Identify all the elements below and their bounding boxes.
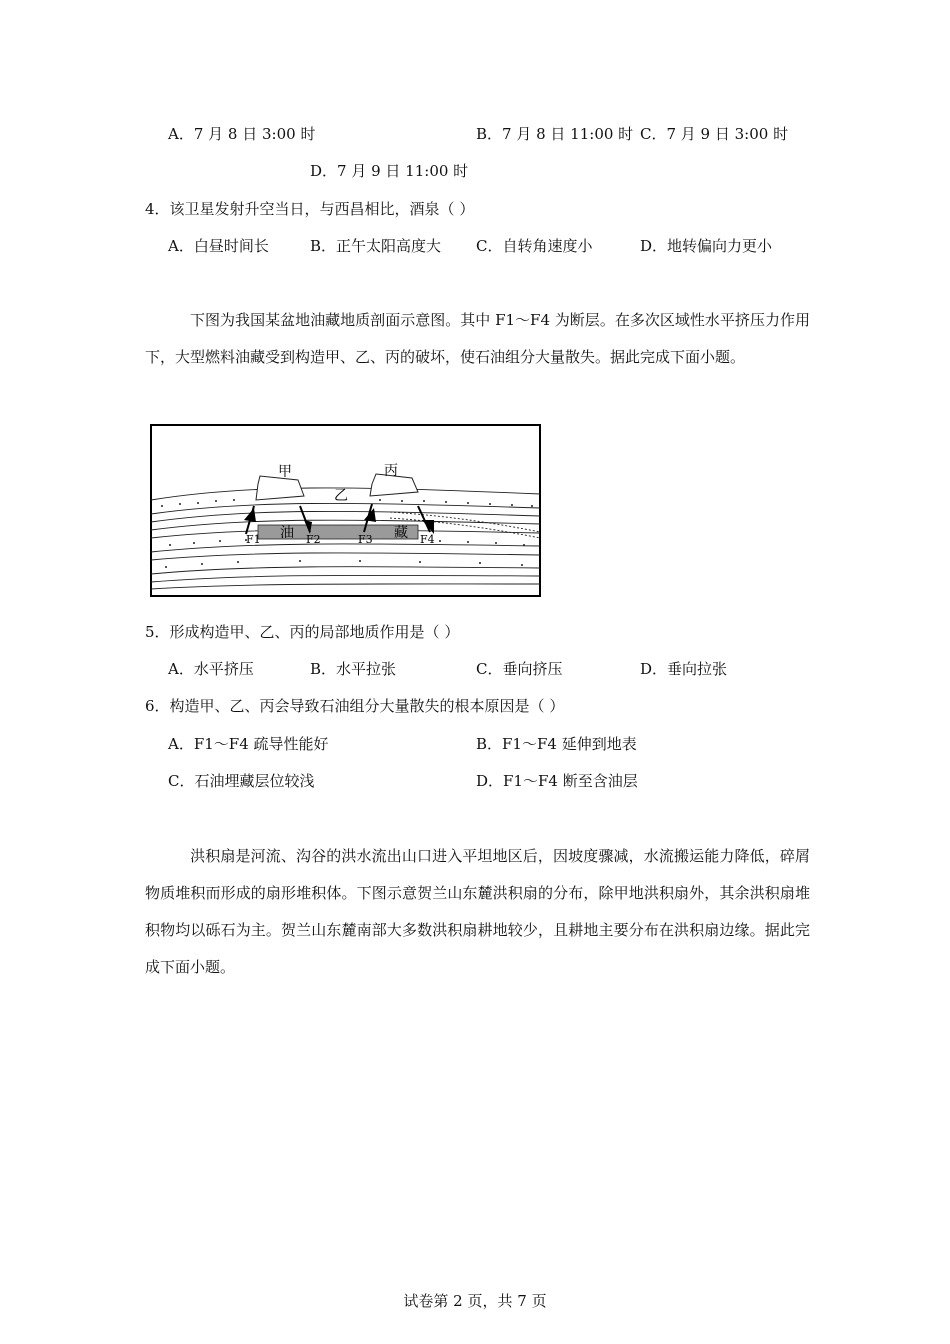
passage-oil-basin-text: 下图为我国某盆地油藏地质剖面示意图。其中 F1～F4 为断层。在多次区域性水平挤压力作用下，大型燃料油藏受到构造甲、乙、丙的破坏，使石油组分大量散失。据此完成下面小题。: [145, 311, 810, 366]
q3-option-a: A．7 月 8 日 3:00 时: [168, 125, 316, 143]
q3-option-d: D．7 月 9 日 11:00 时: [310, 162, 469, 180]
label-yi: 乙: [334, 488, 348, 504]
label-bing: 丙: [384, 463, 398, 479]
geologic-section-figure: [150, 424, 542, 597]
q5-option-a: A．水平挤压: [168, 660, 254, 678]
label-f2: F2: [306, 533, 321, 546]
label-f1: F1: [246, 533, 261, 546]
q4-option-c: C．自转角速度小: [476, 237, 593, 255]
passage-alluvial-fan-text: 洪积扇是河流、沟谷的洪水流出山口进入平坦地区后，因坡度骤减，水流搬运能力降低，碎屑物质堆积而形成的扇形堆积体。下图示意贺兰山东麓洪积扇的分布，除甲地洪积扇外，其余洪积扇堆积物均以砾石为主。贺兰山东麓南部大多数洪积扇耕地较少，且耕地主要分布在洪积扇边缘。据此完成下面小题。: [145, 847, 810, 976]
passage-alluvial-fan: [145, 838, 810, 986]
label-cang: 藏: [394, 525, 408, 541]
q6-option-b: B．F1～F4 延伸到地表: [476, 735, 637, 753]
q4-option-b: B．正午太阳高度大: [310, 237, 442, 255]
passage-oil-basin: [145, 302, 810, 376]
q3-option-b: B．7 月 8 日 11:00 时: [476, 125, 634, 143]
q4-option-d: D．地转偏向力更小: [640, 237, 773, 255]
q5-option-c: C．垂向挤压: [476, 660, 563, 678]
page-footer: 试卷第 2 页，共 7 页: [403, 1292, 547, 1310]
q3-option-c: C．7 月 9 日 3:00 时: [640, 125, 789, 143]
q5-option-b: B．水平拉张: [310, 660, 397, 678]
q5-option-d: D．垂向拉张: [640, 660, 728, 678]
label-jia: 甲: [278, 464, 292, 480]
q6-option-a: A．F1～F4 疏导性能好: [168, 735, 329, 753]
label-f4: F4: [420, 533, 435, 546]
label-f3: F3: [358, 533, 373, 546]
q4-stem: 4．该卫星发射升空当日，与西昌相比，酒泉（ ）: [145, 200, 475, 218]
q4-option-a: A．白昼时间长: [168, 237, 269, 255]
q6-stem: 6．构造甲、乙、丙会导致石油组分大量散失的根本原因是（ ）: [145, 697, 565, 715]
label-you: 油: [280, 525, 294, 541]
q6-option-c: C．石油埋藏层位较浅: [168, 772, 315, 790]
q6-option-d: D．F1～F4 断至含油层: [476, 772, 638, 790]
q5-stem: 5．形成构造甲、乙、丙的局部地质作用是（ ）: [145, 623, 460, 641]
